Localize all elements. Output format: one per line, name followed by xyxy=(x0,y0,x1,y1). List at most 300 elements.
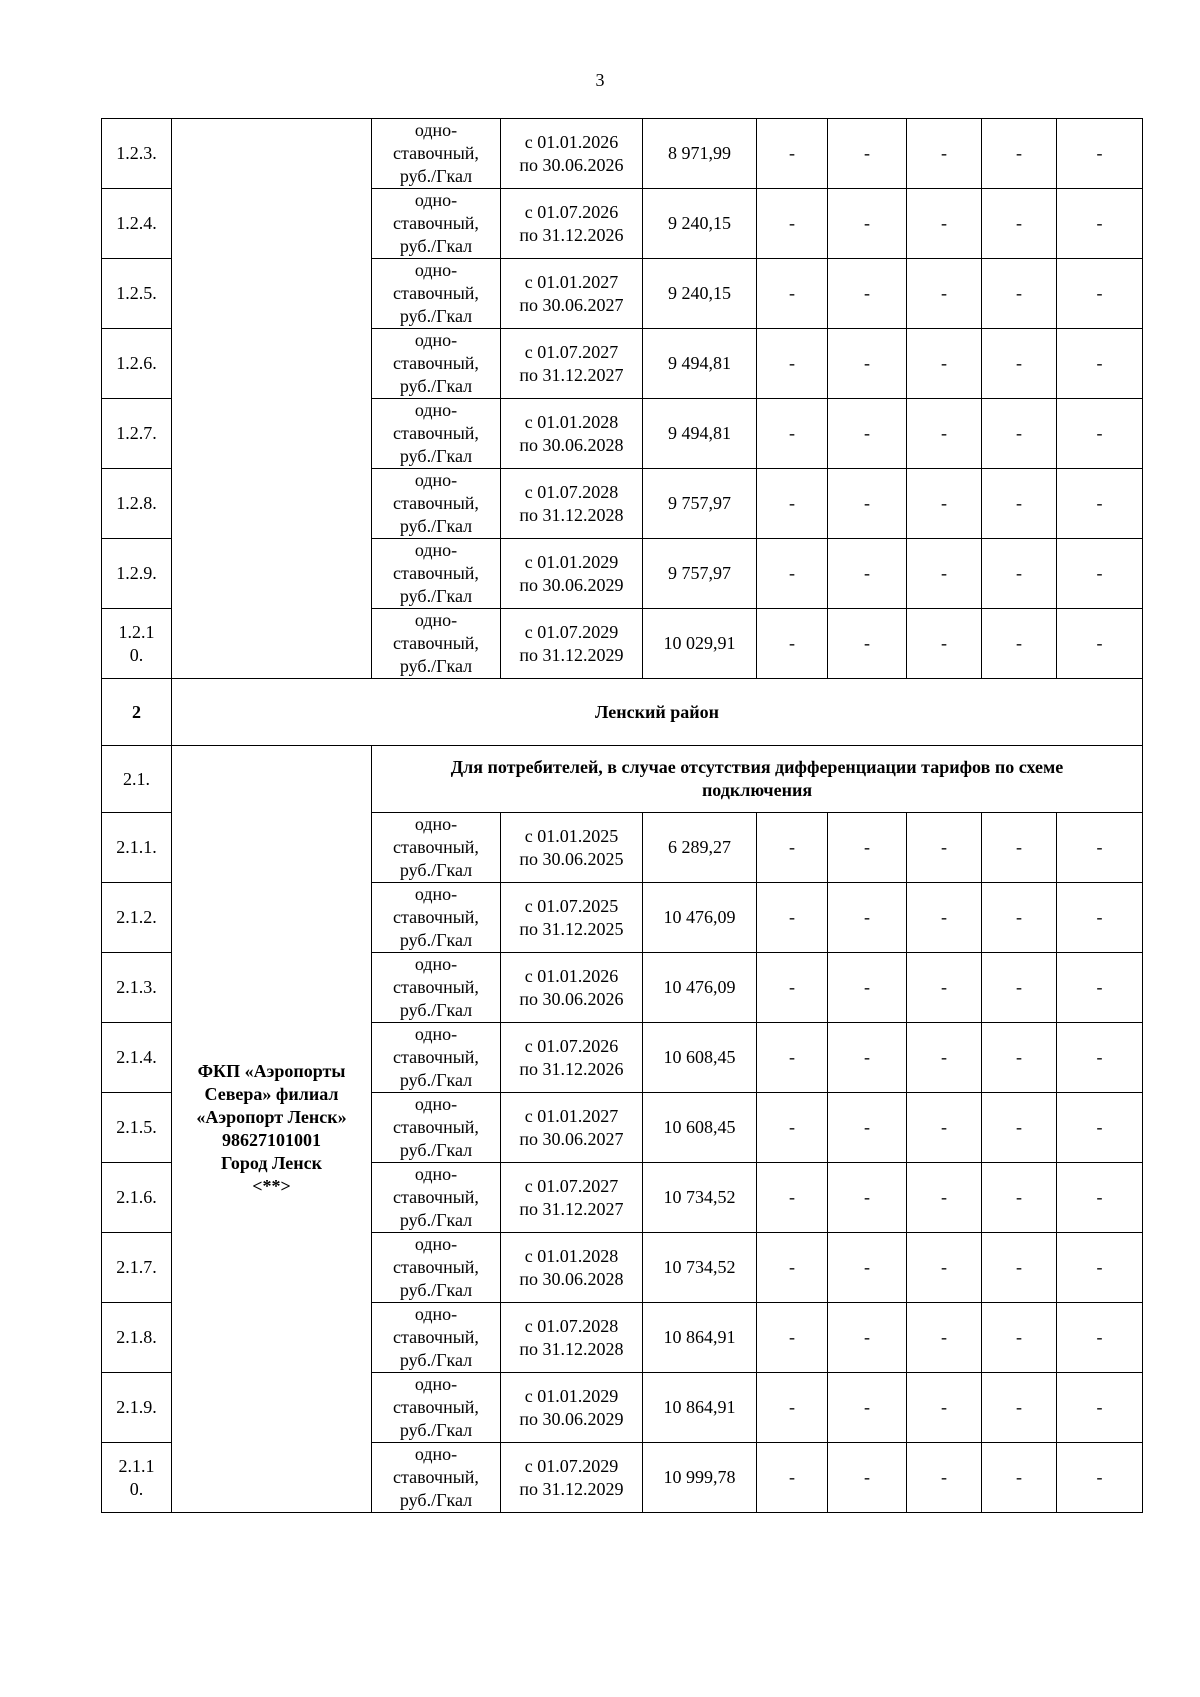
empty-value-cell-line: - xyxy=(864,907,870,927)
rate-type-cell-line: руб./Гкал xyxy=(399,860,473,880)
rate-type-cell-line: ставочный, xyxy=(393,563,479,583)
period-cell-line: по 31.12.2026 xyxy=(519,224,624,245)
period-cell-line: по 30.06.2026 xyxy=(519,154,624,175)
rate-type-cell-line: одно- xyxy=(414,120,458,140)
rate-type-cell-line: ставочный, xyxy=(393,353,479,373)
empty-value-cell xyxy=(828,539,907,609)
period-cell xyxy=(501,399,643,469)
empty-value-cell-line: - xyxy=(1016,353,1022,373)
organization-cell-line: 98627101001 xyxy=(222,1130,321,1150)
empty-value-cell xyxy=(1057,813,1143,883)
empty-value-cell xyxy=(907,883,982,953)
period-cell xyxy=(501,1233,643,1303)
rate-type-cell-line: ставочный, xyxy=(393,283,479,303)
empty-value-cell xyxy=(1057,399,1143,469)
region-name-cell-line: Ленский район xyxy=(594,701,719,722)
empty-value-cell-line: - xyxy=(1096,837,1103,857)
empty-value-cell xyxy=(982,1233,1057,1303)
period-cell-line: по 30.06.2025 xyxy=(519,848,624,869)
row-number-cell-line: 0. xyxy=(129,644,144,665)
tariff-value-cell xyxy=(643,1303,757,1373)
period-cell-line: по 31.12.2028 xyxy=(519,504,624,525)
empty-value-cell-line: - xyxy=(1016,837,1022,857)
period-cell-line: по 30.06.2028 xyxy=(519,434,624,455)
rate-type-cell-line: одно- xyxy=(414,1444,458,1464)
tariff-value-cell xyxy=(643,1163,757,1233)
empty-value-cell xyxy=(907,1233,982,1303)
tariff-value-cell-line: 9 757,97 xyxy=(668,563,731,583)
empty-value-cell xyxy=(757,1233,828,1303)
rate-type-cell-line: одно- xyxy=(414,954,458,974)
empty-value-cell xyxy=(907,1303,982,1373)
rate-type-cell-line: одно- xyxy=(414,814,458,834)
empty-value-cell xyxy=(907,399,982,469)
subheader-row xyxy=(102,746,1143,813)
empty-value-cell-line: - xyxy=(941,353,947,373)
empty-value-cell xyxy=(828,1233,907,1303)
empty-value-cell xyxy=(1057,1023,1143,1093)
rate-type-cell-line: одно- xyxy=(414,1094,458,1114)
empty-value-cell xyxy=(828,399,907,469)
empty-value-cell xyxy=(757,189,828,259)
empty-value-cell xyxy=(1057,1443,1143,1513)
table-section-1 xyxy=(102,119,1143,679)
tariff-value-cell xyxy=(643,1233,757,1303)
tariff-value-cell xyxy=(643,953,757,1023)
rate-type-cell-line: руб./Гкал xyxy=(399,586,473,606)
period-cell-line: с 01.07.2028 xyxy=(524,481,619,502)
rate-type-cell-line: ставочный, xyxy=(393,493,479,513)
empty-value-cell xyxy=(982,189,1057,259)
empty-value-cell xyxy=(907,259,982,329)
empty-value-cell xyxy=(907,1443,982,1513)
empty-value-cell xyxy=(1057,1373,1143,1443)
row-number-cell-line: 2.1.3. xyxy=(116,977,157,997)
period-cell-line: с 01.01.2025 xyxy=(524,825,619,846)
period-cell-line: с 01.07.2026 xyxy=(524,1035,619,1056)
empty-value-cell-line: - xyxy=(1096,633,1103,653)
row-number-cell-line: 1.2.5. xyxy=(116,283,157,303)
empty-value-cell-line: - xyxy=(864,1327,870,1347)
row-number-cell xyxy=(102,259,172,329)
rate-type-cell-line: руб./Гкал xyxy=(399,930,473,950)
rate-type-cell-line: ставочный, xyxy=(393,1117,479,1137)
empty-value-cell-line: - xyxy=(1096,493,1103,513)
empty-value-cell-line: - xyxy=(789,837,795,857)
empty-value-cell-line: - xyxy=(864,1257,870,1277)
rate-type-cell-line: руб./Гкал xyxy=(399,376,473,396)
empty-value-cell-line: - xyxy=(941,1327,947,1347)
empty-value-cell xyxy=(828,189,907,259)
empty-value-cell xyxy=(757,399,828,469)
rate-type-cell-line: ставочный, xyxy=(393,837,479,857)
empty-value-cell-line: - xyxy=(1016,633,1022,653)
row-number-cell xyxy=(102,469,172,539)
period-cell xyxy=(501,1443,643,1513)
period-cell-line: с 01.01.2029 xyxy=(524,1385,619,1406)
empty-value-cell xyxy=(1057,189,1143,259)
empty-value-cell-line: - xyxy=(864,977,870,997)
row-number-cell-line: 1.2.3. xyxy=(116,143,157,163)
tariff-value-cell-line: 10 864,91 xyxy=(663,1327,736,1347)
empty-value-cell xyxy=(907,1373,982,1443)
empty-value-cell xyxy=(982,1093,1057,1163)
period-cell xyxy=(501,883,643,953)
row-number-cell-line: 2.1.6. xyxy=(116,1187,157,1207)
empty-value-cell xyxy=(1057,1093,1143,1163)
empty-value-cell-line: - xyxy=(941,493,947,513)
table-section-2 xyxy=(102,679,1143,1513)
row-number-cell xyxy=(102,329,172,399)
rate-type-cell xyxy=(372,259,501,329)
empty-value-cell xyxy=(982,813,1057,883)
row-number-cell xyxy=(102,119,172,189)
period-cell-line: с 01.01.2026 xyxy=(524,131,619,152)
tariff-value-cell-line: 9 757,97 xyxy=(668,493,731,513)
rate-type-cell-line: одно- xyxy=(414,1024,458,1044)
tariff-table xyxy=(101,118,1143,1513)
rate-type-cell-line: ставочный, xyxy=(393,633,479,653)
rate-type-cell-line: одно- xyxy=(414,470,458,490)
organization-cell-line: ФКП «Аэропорты xyxy=(197,1061,346,1081)
rate-type-cell xyxy=(372,1233,501,1303)
tariff-value-cell-line: 10 029,91 xyxy=(663,633,736,653)
empty-value-cell xyxy=(907,189,982,259)
period-cell-line: с 01.07.2029 xyxy=(524,621,619,642)
empty-value-cell-line: - xyxy=(941,213,947,233)
empty-value-cell-line: - xyxy=(941,907,947,927)
rate-type-cell xyxy=(372,953,501,1023)
row-number-cell-line: 2.1.5. xyxy=(116,1117,157,1137)
row-number-cell-line: 2.1.7. xyxy=(116,1257,157,1277)
row-number-cell-line: 2.1.2. xyxy=(116,907,157,927)
tariff-value-cell xyxy=(643,469,757,539)
empty-value-cell xyxy=(907,1023,982,1093)
empty-value-cell-line: - xyxy=(789,493,795,513)
empty-value-cell-line: - xyxy=(789,1327,795,1347)
rate-type-cell-line: ставочный, xyxy=(393,1047,479,1067)
rate-type-cell xyxy=(372,813,501,883)
empty-value-cell xyxy=(1057,539,1143,609)
empty-value-cell-line: - xyxy=(789,283,795,303)
period-cell-line: с 01.07.2027 xyxy=(524,341,619,362)
empty-value-cell xyxy=(757,609,828,679)
empty-value-cell-line: - xyxy=(941,1047,947,1067)
row-number-cell-line: 2.1.8. xyxy=(116,1327,157,1347)
empty-value-cell-line: - xyxy=(864,493,870,513)
period-cell xyxy=(501,329,643,399)
tariff-value-cell-line: 9 240,15 xyxy=(668,213,731,233)
tariff-value-cell-line: 8 971,99 xyxy=(668,143,731,163)
empty-value-cell xyxy=(1057,329,1143,399)
empty-value-cell-line: - xyxy=(1096,977,1103,997)
empty-value-cell-line: - xyxy=(789,143,795,163)
empty-value-cell xyxy=(757,813,828,883)
row-number-cell xyxy=(102,813,172,883)
row-number-cell xyxy=(102,883,172,953)
rate-type-cell xyxy=(372,1443,501,1513)
tariff-value-cell xyxy=(643,1023,757,1093)
rate-type-cell xyxy=(372,539,501,609)
period-cell xyxy=(501,539,643,609)
tariff-value-cell-line: 10 734,52 xyxy=(663,1257,736,1277)
period-cell-line: с 01.01.2027 xyxy=(524,271,619,292)
rate-type-cell xyxy=(372,609,501,679)
rate-type-cell-line: ставочный, xyxy=(393,1467,479,1487)
empty-value-cell xyxy=(828,883,907,953)
rate-type-cell xyxy=(372,883,501,953)
empty-value-cell xyxy=(757,469,828,539)
period-cell xyxy=(501,953,643,1023)
row-number-cell xyxy=(102,399,172,469)
empty-value-cell xyxy=(828,329,907,399)
empty-value-cell-line: - xyxy=(1096,1117,1103,1137)
subheader-text-cell-line: подключения xyxy=(701,780,813,800)
tariff-value-cell xyxy=(643,189,757,259)
empty-value-cell-line: - xyxy=(1016,977,1022,997)
empty-value-cell-line: - xyxy=(789,353,795,373)
row-number-cell-line: 1.2.4. xyxy=(116,213,157,233)
rate-type-cell xyxy=(372,1023,501,1093)
tariff-value-cell-line: 10 608,45 xyxy=(663,1117,736,1137)
row-number-cell-line: 1.2.6. xyxy=(116,353,157,373)
empty-value-cell xyxy=(907,1093,982,1163)
row-number-cell-line: 0. xyxy=(129,1478,144,1499)
empty-value-cell-line: - xyxy=(941,1117,947,1137)
period-cell xyxy=(501,469,643,539)
empty-value-cell xyxy=(1057,1303,1143,1373)
period-cell-line: по 31.12.2029 xyxy=(519,644,624,665)
empty-value-cell-line: - xyxy=(1096,1467,1103,1487)
period-cell-line: по 31.12.2029 xyxy=(519,1478,624,1499)
row-number-cell xyxy=(102,1443,172,1513)
period-cell xyxy=(501,1303,643,1373)
empty-value-cell xyxy=(828,119,907,189)
region-name-cell xyxy=(172,679,1143,746)
empty-value-cell xyxy=(757,1023,828,1093)
empty-value-cell-line: - xyxy=(1016,1117,1022,1137)
organization-cell-line: <**> xyxy=(252,1176,291,1196)
empty-value-cell-line: - xyxy=(864,1117,870,1137)
rate-type-cell xyxy=(372,469,501,539)
empty-value-cell-line: - xyxy=(1096,353,1103,373)
row-number-cell-line: 1.2.8. xyxy=(116,493,157,513)
rate-type-cell-line: одно- xyxy=(414,610,458,630)
empty-value-cell-line: - xyxy=(864,283,870,303)
empty-value-cell-line: - xyxy=(789,1047,795,1067)
rate-type-cell-line: одно- xyxy=(414,1234,458,1254)
row-number-cell xyxy=(102,539,172,609)
organization-cell-line: «Аэропорт Ленск» xyxy=(196,1107,347,1127)
region-number-cell-line: 2 xyxy=(132,701,141,722)
period-cell-line: по 31.12.2026 xyxy=(519,1058,624,1079)
empty-value-cell-line: - xyxy=(864,837,870,857)
empty-value-cell xyxy=(982,539,1057,609)
empty-value-cell xyxy=(828,469,907,539)
empty-value-cell-line: - xyxy=(789,977,795,997)
empty-value-cell-line: - xyxy=(1096,213,1103,233)
period-cell-line: с 01.07.2025 xyxy=(524,895,619,916)
rate-type-cell-line: одно- xyxy=(414,260,458,280)
rate-type-cell-line: ставочный, xyxy=(393,1187,479,1207)
rate-type-cell-line: одно- xyxy=(414,330,458,350)
rate-type-cell-line: одно- xyxy=(414,400,458,420)
empty-value-cell-line: - xyxy=(1016,423,1022,443)
table-row xyxy=(102,119,1143,189)
tariff-value-cell xyxy=(643,119,757,189)
empty-value-cell-line: - xyxy=(864,423,870,443)
empty-value-cell-line: - xyxy=(864,1467,870,1487)
period-cell-line: с 01.01.2026 xyxy=(524,965,619,986)
empty-value-cell xyxy=(757,329,828,399)
rate-type-cell-line: одно- xyxy=(414,1374,458,1394)
period-cell-line: по 31.12.2025 xyxy=(519,918,624,939)
empty-value-cell xyxy=(828,1163,907,1233)
region-row xyxy=(102,679,1143,746)
organization-cell-line: Севера» филиал xyxy=(204,1084,339,1104)
period-cell xyxy=(501,259,643,329)
period-cell-line: с 01.01.2028 xyxy=(524,411,619,432)
empty-value-cell-line: - xyxy=(1016,283,1022,303)
rate-type-cell-line: руб./Гкал xyxy=(399,656,473,676)
region-number-cell xyxy=(102,679,172,746)
empty-value-cell-line: - xyxy=(1016,1047,1022,1067)
empty-value-cell-line: - xyxy=(864,1187,870,1207)
period-cell xyxy=(501,189,643,259)
tariff-value-cell-line: 10 734,52 xyxy=(663,1187,736,1207)
empty-value-cell-line: - xyxy=(864,143,870,163)
empty-value-cell xyxy=(982,1023,1057,1093)
period-cell-line: по 30.06.2027 xyxy=(519,294,624,315)
tariff-value-cell xyxy=(643,539,757,609)
tariff-value-cell xyxy=(643,1443,757,1513)
empty-value-cell xyxy=(757,1163,828,1233)
rate-type-cell xyxy=(372,119,501,189)
period-cell xyxy=(501,119,643,189)
period-cell-line: по 30.06.2028 xyxy=(519,1268,624,1289)
rate-type-cell-line: руб./Гкал xyxy=(399,1350,473,1370)
empty-value-cell-line: - xyxy=(1016,1327,1022,1347)
empty-value-cell-line: - xyxy=(941,837,947,857)
empty-value-cell-line: - xyxy=(864,353,870,373)
empty-value-cell-line: - xyxy=(789,423,795,443)
empty-value-cell xyxy=(907,119,982,189)
empty-value-cell xyxy=(757,119,828,189)
empty-value-cell-line: - xyxy=(1016,493,1022,513)
rate-type-cell xyxy=(372,1163,501,1233)
empty-value-cell-line: - xyxy=(1096,1187,1103,1207)
rate-type-cell-line: руб./Гкал xyxy=(399,306,473,326)
period-cell-line: по 30.06.2029 xyxy=(519,574,624,595)
empty-value-cell xyxy=(828,1023,907,1093)
empty-value-cell-line: - xyxy=(1016,907,1022,927)
rate-type-cell-line: ставочный, xyxy=(393,213,479,233)
empty-value-cell-line: - xyxy=(789,213,795,233)
empty-value-cell xyxy=(757,1093,828,1163)
empty-value-cell xyxy=(1057,953,1143,1023)
period-cell xyxy=(501,1163,643,1233)
period-cell-line: по 31.12.2027 xyxy=(519,364,624,385)
empty-value-cell-line: - xyxy=(941,283,947,303)
tariff-value-cell-line: 9 240,15 xyxy=(668,283,731,303)
empty-value-cell xyxy=(982,329,1057,399)
empty-value-cell-line: - xyxy=(941,1257,947,1277)
empty-value-cell xyxy=(982,259,1057,329)
empty-value-cell-line: - xyxy=(1096,563,1103,583)
row-number-cell xyxy=(102,1373,172,1443)
empty-value-cell xyxy=(907,1163,982,1233)
row-number-cell-line: 1.2.7. xyxy=(116,423,157,443)
empty-value-cell-line: - xyxy=(789,1117,795,1137)
row-number-cell xyxy=(102,609,172,679)
empty-value-cell xyxy=(828,259,907,329)
tariff-value-cell-line: 6 289,27 xyxy=(668,837,731,857)
tariff-value-cell-line: 10 608,45 xyxy=(663,1047,736,1067)
tariff-value-cell xyxy=(643,399,757,469)
empty-value-cell-line: - xyxy=(789,907,795,927)
tariff-value-cell xyxy=(643,813,757,883)
empty-value-cell xyxy=(1057,1163,1143,1233)
empty-value-cell-line: - xyxy=(789,1397,795,1417)
empty-value-cell-line: - xyxy=(789,1257,795,1277)
subheader-number-cell xyxy=(102,746,172,813)
subheader-number-cell-line: 2.1. xyxy=(123,768,150,789)
period-cell-line: по 31.12.2027 xyxy=(519,1198,624,1219)
period-cell-line: с 01.01.2029 xyxy=(524,551,619,572)
page-number: 3 xyxy=(595,70,605,90)
row-number-cell xyxy=(102,1023,172,1093)
empty-value-cell-line: - xyxy=(941,633,947,653)
empty-value-cell xyxy=(828,953,907,1023)
empty-value-cell xyxy=(982,469,1057,539)
empty-value-cell-line: - xyxy=(864,213,870,233)
period-cell-line: с 01.01.2028 xyxy=(524,1245,619,1266)
empty-value-cell xyxy=(1057,883,1143,953)
empty-value-cell xyxy=(757,1443,828,1513)
row-number-cell xyxy=(102,189,172,259)
rate-type-cell-line: ставочный, xyxy=(393,143,479,163)
empty-value-cell xyxy=(1057,259,1143,329)
period-cell-line: по 31.12.2028 xyxy=(519,1338,624,1359)
empty-value-cell xyxy=(982,1303,1057,1373)
empty-value-cell-line: - xyxy=(864,1397,870,1417)
empty-value-cell xyxy=(757,883,828,953)
empty-value-cell xyxy=(757,259,828,329)
subheader-text-cell-line: Для потребителей, в случае отсутствия дифференциации тарифов по схеме xyxy=(450,757,1064,777)
empty-value-cell-line: - xyxy=(941,1397,947,1417)
rate-type-cell-line: ставочный, xyxy=(393,977,479,997)
empty-value-cell-line: - xyxy=(1096,1397,1103,1417)
rate-type-cell-line: руб./Гкал xyxy=(399,1210,473,1230)
tariff-value-cell xyxy=(643,609,757,679)
empty-value-cell xyxy=(828,609,907,679)
rate-type-cell xyxy=(372,399,501,469)
rate-type-cell xyxy=(372,189,501,259)
organization-cell-blank xyxy=(172,119,372,679)
empty-value-cell-line: - xyxy=(1016,563,1022,583)
rate-type-cell-line: одно- xyxy=(414,540,458,560)
rate-type-cell xyxy=(372,329,501,399)
empty-value-cell xyxy=(1057,119,1143,189)
period-cell xyxy=(501,1373,643,1443)
period-cell-line: с 01.07.2029 xyxy=(524,1455,619,1476)
empty-value-cell-line: - xyxy=(1016,1257,1022,1277)
empty-value-cell-line: - xyxy=(1096,423,1103,443)
empty-value-cell xyxy=(828,1093,907,1163)
empty-value-cell-line: - xyxy=(1016,1187,1022,1207)
period-cell xyxy=(501,609,643,679)
rate-type-cell-line: одно- xyxy=(414,190,458,210)
